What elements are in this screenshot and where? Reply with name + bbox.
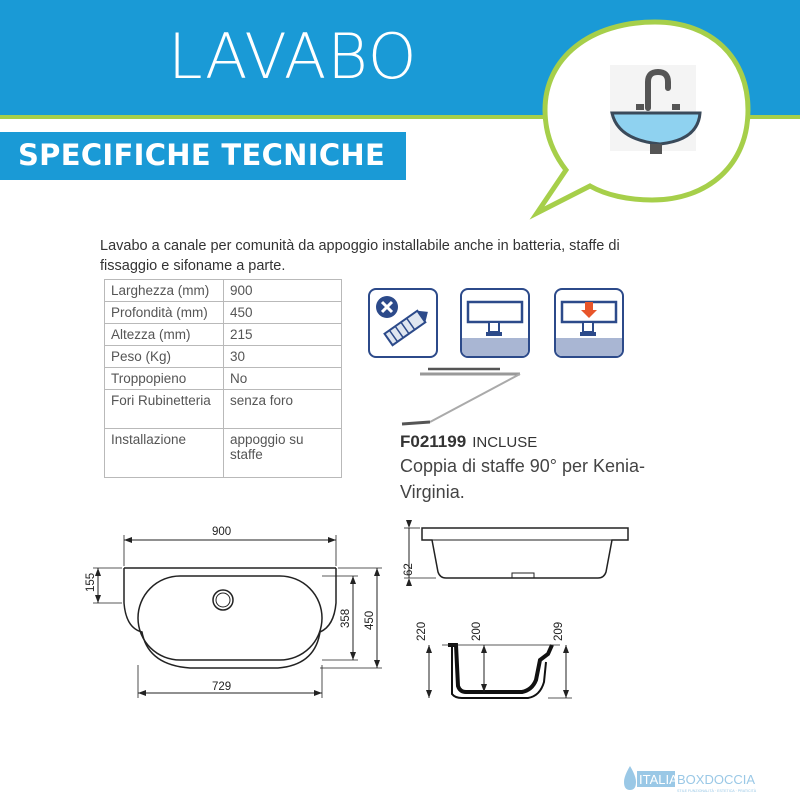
section-subtitle: SPECIFICHE TECNICHE [18, 138, 386, 172]
spec-value: senza foro [224, 390, 342, 429]
dim-back: 155 [85, 572, 97, 592]
spec-value: 900 [224, 280, 342, 302]
dim-section-h3: 209 [553, 621, 565, 641]
page-title: LAVABO [168, 20, 418, 93]
dim-width: 900 [212, 526, 232, 538]
accessory-included-label: INCLUSE [472, 434, 538, 451]
spec-label: Altezza (mm) [105, 324, 224, 346]
top-view-drawing [85, 526, 382, 698]
spec-label: Peso (Kg) [105, 346, 224, 368]
section-view-drawing [416, 622, 572, 698]
spec-value: appoggio su staffe [224, 429, 342, 478]
spec-label: Fori Rubinetteria [105, 390, 224, 429]
dim-section-h2: 200 [471, 621, 483, 641]
logo-tagline: STILE FUNZIONALITÀ · ESTETICA · PRATICITÀ [677, 789, 757, 793]
spec-label: Installazione [105, 429, 224, 478]
dim-inner-width: 729 [212, 681, 232, 693]
water-drop-icon [624, 766, 636, 790]
logo-part2: BOXDOCCIA [677, 772, 756, 787]
spec-value: 215 [224, 324, 342, 346]
spec-label: Troppopieno [105, 368, 224, 390]
italia-boxdoccia-logo [620, 762, 795, 794]
accessory-code-number: F021199 [400, 432, 467, 451]
spec-label: Larghezza (mm) [105, 280, 224, 302]
dim-depth: 450 [364, 610, 376, 630]
dim-inner-depth: 358 [340, 608, 352, 628]
spec-value: 30 [224, 346, 342, 368]
spec-value: No [224, 368, 342, 390]
spec-label: Profondità (mm) [105, 302, 224, 324]
product-description: Lavabo a canale per comunità da appoggio installabile anche in batteria, staffe di fissaggio e sifoname a parte. [100, 238, 620, 274]
spec-value: 450 [224, 302, 342, 324]
accessory-description: Coppia di staffe 90° per Kenia-Virginia. [400, 456, 646, 502]
logo-part1: ITALIA [639, 772, 678, 787]
dim-side-height: 62 [403, 563, 415, 576]
side-view-drawing [403, 520, 628, 586]
dim-section-h1: 220 [416, 621, 428, 641]
